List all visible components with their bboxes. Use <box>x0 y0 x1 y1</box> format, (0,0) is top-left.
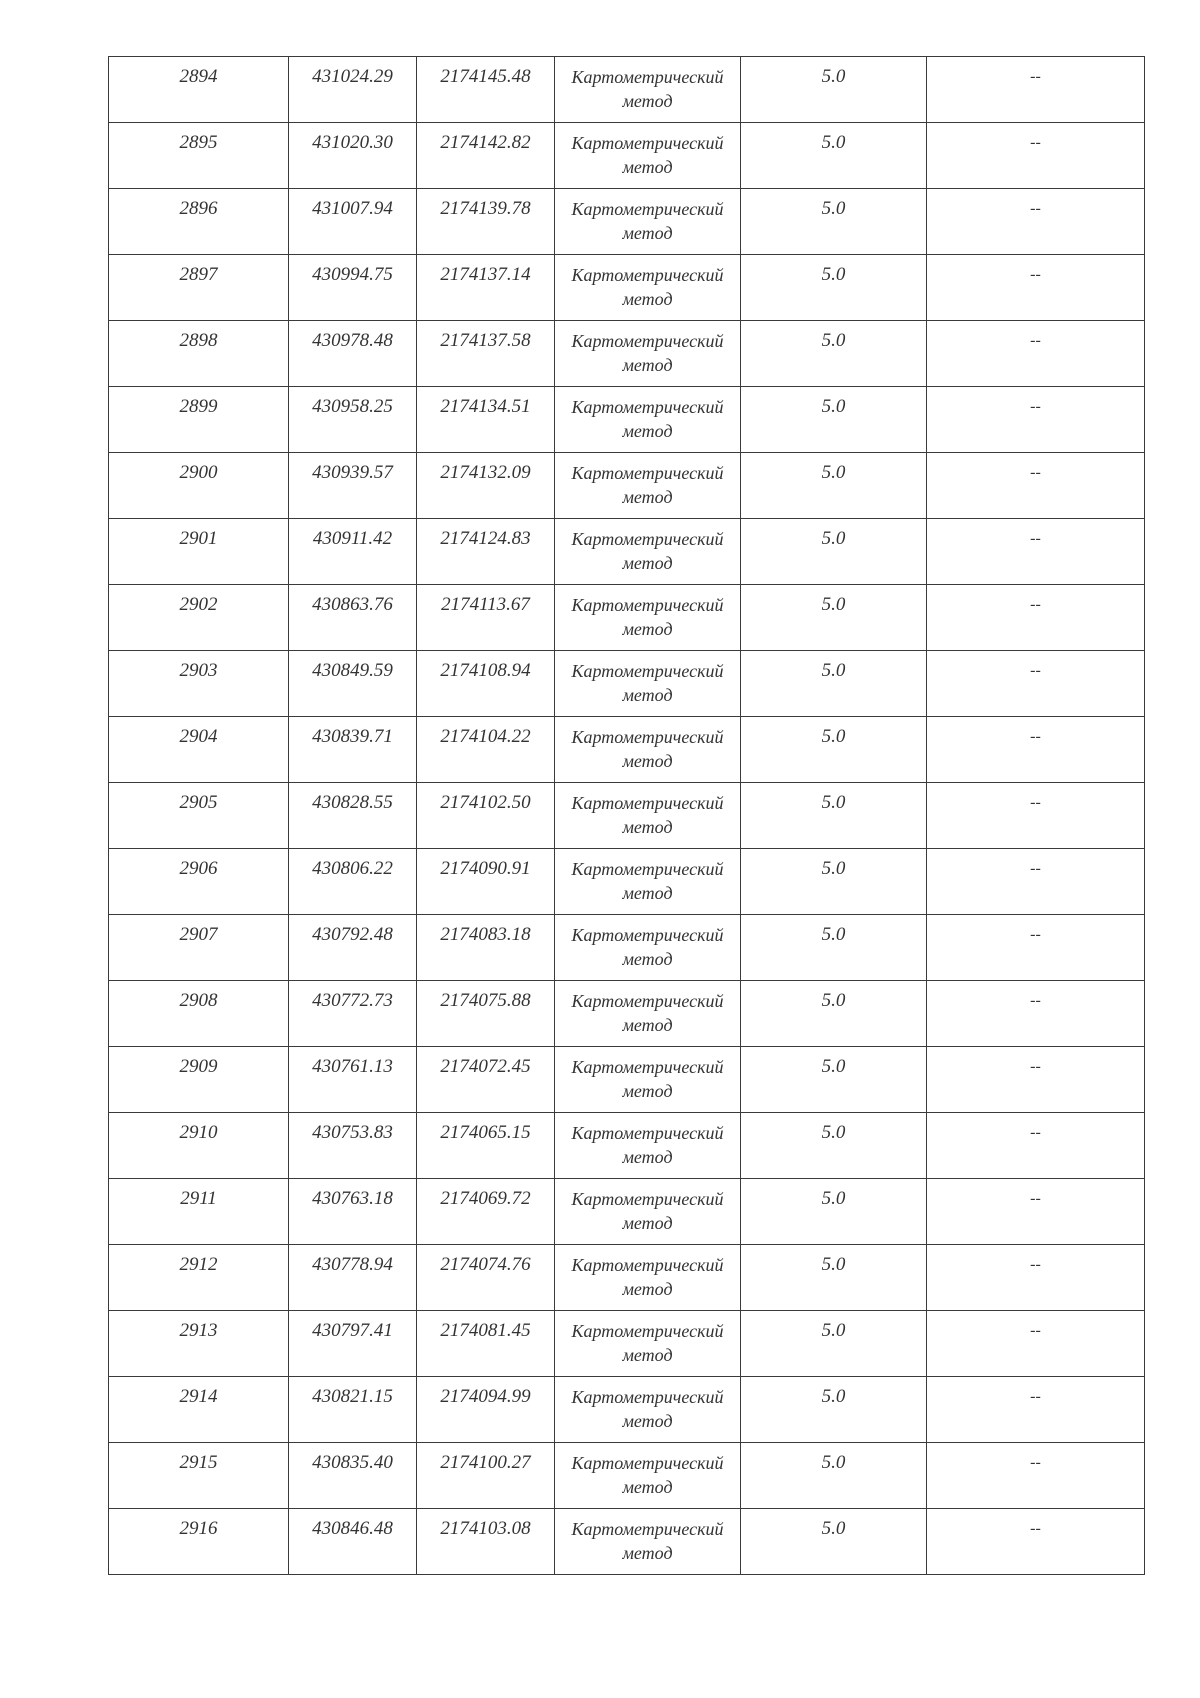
y-coordinate-cell: 2174137.58 <box>417 321 555 387</box>
accuracy-cell: 5.0 <box>741 783 927 849</box>
description-cell: -- <box>927 255 1145 321</box>
method-cell: Картометрический метод <box>555 255 741 321</box>
method-cell: Картометрический метод <box>555 387 741 453</box>
point-number-cell: 2907 <box>109 915 289 981</box>
table-row <box>109 387 1145 453</box>
description-cell: -- <box>927 1443 1145 1509</box>
table-row <box>109 1113 1145 1179</box>
method-cell: Картометрический метод <box>555 1113 741 1179</box>
point-number-cell: 2903 <box>109 651 289 717</box>
x-coordinate-cell: 430763.18 <box>289 1179 417 1245</box>
point-number-cell: 2899 <box>109 387 289 453</box>
y-coordinate-cell: 2174103.08 <box>417 1509 555 1575</box>
description-cell: -- <box>927 1113 1145 1179</box>
description-cell: -- <box>927 1179 1145 1245</box>
accuracy-cell: 5.0 <box>741 915 927 981</box>
description-cell: -- <box>927 651 1145 717</box>
description-cell: -- <box>927 783 1145 849</box>
y-coordinate-cell: 2174094.99 <box>417 1377 555 1443</box>
accuracy-cell: 5.0 <box>741 453 927 519</box>
y-coordinate-cell: 2174137.14 <box>417 255 555 321</box>
y-coordinate-cell: 2174145.48 <box>417 57 555 123</box>
accuracy-cell: 5.0 <box>741 57 927 123</box>
table-row <box>109 123 1145 189</box>
description-cell: -- <box>927 519 1145 585</box>
method-cell: Картометрический метод <box>555 717 741 783</box>
x-coordinate-cell: 431024.29 <box>289 57 417 123</box>
accuracy-cell: 5.0 <box>741 717 927 783</box>
table-row <box>109 1245 1145 1311</box>
table-row <box>109 651 1145 717</box>
point-number-cell: 2913 <box>109 1311 289 1377</box>
y-coordinate-cell: 2174072.45 <box>417 1047 555 1113</box>
x-coordinate-cell: 430797.41 <box>289 1311 417 1377</box>
point-number-cell: 2902 <box>109 585 289 651</box>
description-cell: -- <box>927 1509 1145 1575</box>
accuracy-cell: 5.0 <box>741 1311 927 1377</box>
table-row <box>109 585 1145 651</box>
y-coordinate-cell: 2174124.83 <box>417 519 555 585</box>
description-cell: -- <box>927 849 1145 915</box>
method-cell: Картометрический метод <box>555 1245 741 1311</box>
method-cell: Картометрический метод <box>555 321 741 387</box>
y-coordinate-cell: 2174081.45 <box>417 1311 555 1377</box>
method-cell: Картометрический метод <box>555 981 741 1047</box>
accuracy-cell: 5.0 <box>741 321 927 387</box>
method-cell: Картометрический метод <box>555 849 741 915</box>
y-coordinate-cell: 2174074.76 <box>417 1245 555 1311</box>
y-coordinate-cell: 2174134.51 <box>417 387 555 453</box>
method-cell: Картометрический метод <box>555 1311 741 1377</box>
description-cell: -- <box>927 1311 1145 1377</box>
y-coordinate-cell: 2174139.78 <box>417 189 555 255</box>
x-coordinate-cell: 430761.13 <box>289 1047 417 1113</box>
y-coordinate-cell: 2174113.67 <box>417 585 555 651</box>
method-cell: Картометрический метод <box>555 1047 741 1113</box>
table-row <box>109 519 1145 585</box>
table-row <box>109 453 1145 519</box>
method-cell: Картометрический метод <box>555 1509 741 1575</box>
accuracy-cell: 5.0 <box>741 1443 927 1509</box>
table-row <box>109 849 1145 915</box>
x-coordinate-cell: 430846.48 <box>289 1509 417 1575</box>
point-number-cell: 2914 <box>109 1377 289 1443</box>
accuracy-cell: 5.0 <box>741 123 927 189</box>
point-number-cell: 2900 <box>109 453 289 519</box>
table-row <box>109 57 1145 123</box>
point-number-cell: 2897 <box>109 255 289 321</box>
description-cell: -- <box>927 915 1145 981</box>
description-cell: -- <box>927 1377 1145 1443</box>
y-coordinate-cell: 2174102.50 <box>417 783 555 849</box>
point-number-cell: 2896 <box>109 189 289 255</box>
accuracy-cell: 5.0 <box>741 189 927 255</box>
accuracy-cell: 5.0 <box>741 1377 927 1443</box>
accuracy-cell: 5.0 <box>741 1245 927 1311</box>
x-coordinate-cell: 430911.42 <box>289 519 417 585</box>
description-cell: -- <box>927 981 1145 1047</box>
coordinates-table <box>108 56 1145 1575</box>
table-row <box>109 981 1145 1047</box>
table-row <box>109 1509 1145 1575</box>
x-coordinate-cell: 430828.55 <box>289 783 417 849</box>
method-cell: Картометрический метод <box>555 189 741 255</box>
description-cell: -- <box>927 123 1145 189</box>
y-coordinate-cell: 2174104.22 <box>417 717 555 783</box>
point-number-cell: 2906 <box>109 849 289 915</box>
y-coordinate-cell: 2174142.82 <box>417 123 555 189</box>
x-coordinate-cell: 431007.94 <box>289 189 417 255</box>
method-cell: Картометрический метод <box>555 585 741 651</box>
method-cell: Картометрический метод <box>555 1377 741 1443</box>
x-coordinate-cell: 430772.73 <box>289 981 417 1047</box>
table-row <box>109 1179 1145 1245</box>
x-coordinate-cell: 430849.59 <box>289 651 417 717</box>
x-coordinate-cell: 430939.57 <box>289 453 417 519</box>
table-row <box>109 1047 1145 1113</box>
x-coordinate-cell: 430778.94 <box>289 1245 417 1311</box>
description-cell: -- <box>927 585 1145 651</box>
table-row <box>109 1377 1145 1443</box>
method-cell: Картометрический метод <box>555 57 741 123</box>
table-row <box>109 915 1145 981</box>
table-row <box>109 189 1145 255</box>
y-coordinate-cell: 2174065.15 <box>417 1113 555 1179</box>
accuracy-cell: 5.0 <box>741 849 927 915</box>
point-number-cell: 2912 <box>109 1245 289 1311</box>
x-coordinate-cell: 430863.76 <box>289 585 417 651</box>
point-number-cell: 2910 <box>109 1113 289 1179</box>
method-cell: Картометрический метод <box>555 123 741 189</box>
point-number-cell: 2898 <box>109 321 289 387</box>
x-coordinate-cell: 430958.25 <box>289 387 417 453</box>
table-row <box>109 255 1145 321</box>
point-number-cell: 2908 <box>109 981 289 1047</box>
accuracy-cell: 5.0 <box>741 651 927 717</box>
accuracy-cell: 5.0 <box>741 1047 927 1113</box>
x-coordinate-cell: 430821.15 <box>289 1377 417 1443</box>
method-cell: Картометрический метод <box>555 1443 741 1509</box>
accuracy-cell: 5.0 <box>741 1179 927 1245</box>
point-number-cell: 2916 <box>109 1509 289 1575</box>
point-number-cell: 2915 <box>109 1443 289 1509</box>
point-number-cell: 2901 <box>109 519 289 585</box>
accuracy-cell: 5.0 <box>741 1113 927 1179</box>
x-coordinate-cell: 430835.40 <box>289 1443 417 1509</box>
y-coordinate-cell: 2174069.72 <box>417 1179 555 1245</box>
x-coordinate-cell: 430792.48 <box>289 915 417 981</box>
point-number-cell: 2905 <box>109 783 289 849</box>
description-cell: -- <box>927 321 1145 387</box>
accuracy-cell: 5.0 <box>741 1509 927 1575</box>
coordinates-table-body <box>109 57 1145 1575</box>
table-row <box>109 321 1145 387</box>
accuracy-cell: 5.0 <box>741 387 927 453</box>
x-coordinate-cell: 430806.22 <box>289 849 417 915</box>
description-cell: -- <box>927 387 1145 453</box>
x-coordinate-cell: 430839.71 <box>289 717 417 783</box>
accuracy-cell: 5.0 <box>741 255 927 321</box>
method-cell: Картометрический метод <box>555 651 741 717</box>
x-coordinate-cell: 430994.75 <box>289 255 417 321</box>
table-row <box>109 717 1145 783</box>
table-row <box>109 1443 1145 1509</box>
accuracy-cell: 5.0 <box>741 519 927 585</box>
method-cell: Картометрический метод <box>555 915 741 981</box>
accuracy-cell: 5.0 <box>741 585 927 651</box>
description-cell: -- <box>927 1245 1145 1311</box>
point-number-cell: 2895 <box>109 123 289 189</box>
method-cell: Картометрический метод <box>555 783 741 849</box>
y-coordinate-cell: 2174083.18 <box>417 915 555 981</box>
table-row <box>109 1311 1145 1377</box>
x-coordinate-cell: 430753.83 <box>289 1113 417 1179</box>
point-number-cell: 2904 <box>109 717 289 783</box>
y-coordinate-cell: 2174075.88 <box>417 981 555 1047</box>
description-cell: -- <box>927 189 1145 255</box>
description-cell: -- <box>927 453 1145 519</box>
x-coordinate-cell: 430978.48 <box>289 321 417 387</box>
description-cell: -- <box>927 57 1145 123</box>
point-number-cell: 2894 <box>109 57 289 123</box>
accuracy-cell: 5.0 <box>741 981 927 1047</box>
y-coordinate-cell: 2174132.09 <box>417 453 555 519</box>
description-cell: -- <box>927 717 1145 783</box>
method-cell: Картометрический метод <box>555 1179 741 1245</box>
y-coordinate-cell: 2174108.94 <box>417 651 555 717</box>
point-number-cell: 2909 <box>109 1047 289 1113</box>
description-cell: -- <box>927 1047 1145 1113</box>
table-row <box>109 783 1145 849</box>
point-number-cell: 2911 <box>109 1179 289 1245</box>
y-coordinate-cell: 2174100.27 <box>417 1443 555 1509</box>
x-coordinate-cell: 431020.30 <box>289 123 417 189</box>
method-cell: Картометрический метод <box>555 519 741 585</box>
y-coordinate-cell: 2174090.91 <box>417 849 555 915</box>
method-cell: Картометрический метод <box>555 453 741 519</box>
